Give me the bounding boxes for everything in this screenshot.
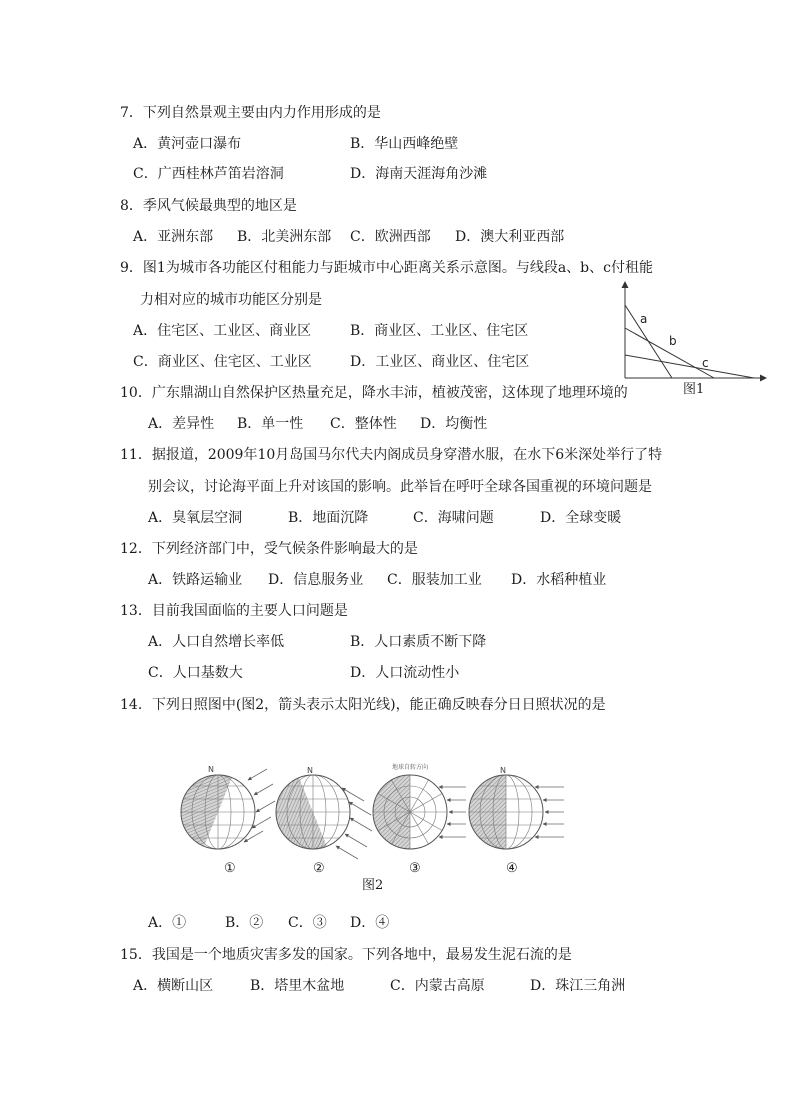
q13-stem: 13．目前我国面临的主要人口问题是 <box>120 603 348 619</box>
figure-2-number-3: ③ <box>409 861 421 876</box>
q10-stem: 10．广东鼎湖山自然保护区热量充足，降水丰沛，植被茂密，这体现了地理环境的 <box>120 385 628 401</box>
q10-option-b: B．单一性 <box>237 416 304 432</box>
q12-option-a: A．铁路运输业 <box>148 572 243 588</box>
q15-option-a: A．横断山区 <box>133 978 214 994</box>
q13-option-c: C．人口基数大 <box>148 665 243 681</box>
q11-stem-line-1: 11．据报道，2009年10月岛国马尔代夫内阁成员身穿潜水服，在水下6米深处举行了特 <box>120 447 663 463</box>
q8-option-d: D．澳大利亚西部 <box>455 229 565 245</box>
q8-option-c: C．欧洲西部 <box>350 229 431 245</box>
globe-1 <box>170 764 275 849</box>
q9-stem-line-2: 力相对应的城市功能区分别是 <box>140 292 322 308</box>
globe-3-rotation-label: 地球自转方向 <box>391 764 429 771</box>
q11-option-c: C．海啸问题 <box>413 510 494 526</box>
q8-stem: 8．季风气候最典型的地区是 <box>120 198 297 214</box>
q9-stem-line-1: 9．图1为城市各功能区付租能力与距城市中心距离关系示意图。与线段a、b、c付租能 <box>120 260 653 276</box>
q7-option-d: D．海南天涯海角沙滩 <box>350 166 488 182</box>
q10-option-c: C．整体性 <box>330 416 397 432</box>
q15-stem: 15．我国是一个地质灾害多发的国家。下列各地中，最易发生泥石流的是 <box>120 947 572 963</box>
figure-2-number-4: ④ <box>506 861 518 876</box>
q15-option-c: C．内蒙古高原 <box>390 978 485 994</box>
q10-option-a: A．差异性 <box>148 416 215 432</box>
q14-option-d: D．④ <box>350 915 390 931</box>
globe-4 <box>469 766 564 849</box>
q12-option-d: D．水稻种植业 <box>511 572 607 588</box>
globe-1-night-side <box>170 764 232 846</box>
q13-option-a: A．人口自然增长率低 <box>148 634 285 650</box>
globe-2-sun-ray <box>350 818 372 831</box>
q10-option-d: D．均衡性 <box>420 416 488 432</box>
globe-1-north-label: N <box>208 765 214 774</box>
q14-option-b: B．② <box>225 915 264 931</box>
q11-option-a: A．臭氧层空洞 <box>148 510 243 526</box>
q11-stem-line-2: 别会议，讨论海平面上升对该国的影响。此举旨在呼吁全球各国重视的环境问题是 <box>148 479 652 495</box>
figure-2-caption: 图2 <box>362 878 384 893</box>
globe-2-sun-ray <box>345 834 367 847</box>
globe-1-sun-ray <box>248 769 267 780</box>
q11-option-d: D．全球变暖 <box>540 510 622 526</box>
globe-3 <box>373 763 466 849</box>
globe-2-north-label: N <box>307 766 313 775</box>
q15-option-b: B．塔里木盆地 <box>250 978 345 994</box>
q7-stem: 7．下列自然景观主要由内力作用形成的是 <box>120 105 381 121</box>
q13-option-d: D．人口流动性小 <box>350 665 460 681</box>
globe-2-sun-ray <box>349 802 371 815</box>
q14-stem: 14．下列日照图中(图2，箭头表示太阳光线)，能正确反映春分日日照状况的是 <box>120 697 606 713</box>
figure-1-label-a: a <box>640 312 648 326</box>
q9-option-c: C．商业区、住宅区、工业区 <box>133 354 312 370</box>
q12-option-c: C．服装加工业 <box>387 572 482 588</box>
q9-option-b: B．商业区、工业区、住宅区 <box>350 323 529 339</box>
q8-option-b: B．北美洲东部 <box>237 229 332 245</box>
figure-2-number-2: ② <box>313 861 325 876</box>
q7-option-a: A．黄河壶口瀑布 <box>133 136 242 152</box>
q9-option-a: A．住宅区、工业区、商业区 <box>133 323 312 339</box>
q7-option-b: B．华山西峰绝壁 <box>350 136 459 152</box>
globe-4-north-label: N <box>500 766 506 775</box>
figure-2-number-1: ① <box>224 861 236 876</box>
figure-1-caption: 图1 <box>683 382 705 397</box>
figure-1-diagram <box>612 278 772 383</box>
globe-1-sun-ray <box>256 801 275 812</box>
globe-2-night-side <box>265 778 327 860</box>
q13-option-b: B．人口素质不断下降 <box>350 634 487 650</box>
q12-option-b: D．信息服务业 <box>268 572 364 588</box>
q8-option-a: A．亚洲东部 <box>133 229 214 245</box>
q14-option-a: A．① <box>148 915 187 931</box>
q9-option-d: D．工业区、商业区、住宅区 <box>350 354 530 370</box>
q14-option-c: C．③ <box>288 915 327 931</box>
q11-option-b: B．地面沉降 <box>288 510 369 526</box>
globe-1-sun-ray <box>254 784 273 795</box>
figure-2-diagram <box>170 760 570 865</box>
globe-1-sun-ray <box>244 831 263 842</box>
figure-1-label-c: c <box>702 356 709 370</box>
figure-1-line-c <box>625 355 754 378</box>
q7-option-c: C．广西桂林芦笛岩溶洞 <box>133 166 284 182</box>
q12-stem: 12．下列经济部门中，受气候条件影响最大的是 <box>120 541 418 557</box>
globe-2 <box>265 766 372 860</box>
globe-2-sun-ray <box>336 846 358 859</box>
figure-1-label-b: b <box>669 334 677 348</box>
q15-option-d: D．珠江三角洲 <box>530 978 626 994</box>
